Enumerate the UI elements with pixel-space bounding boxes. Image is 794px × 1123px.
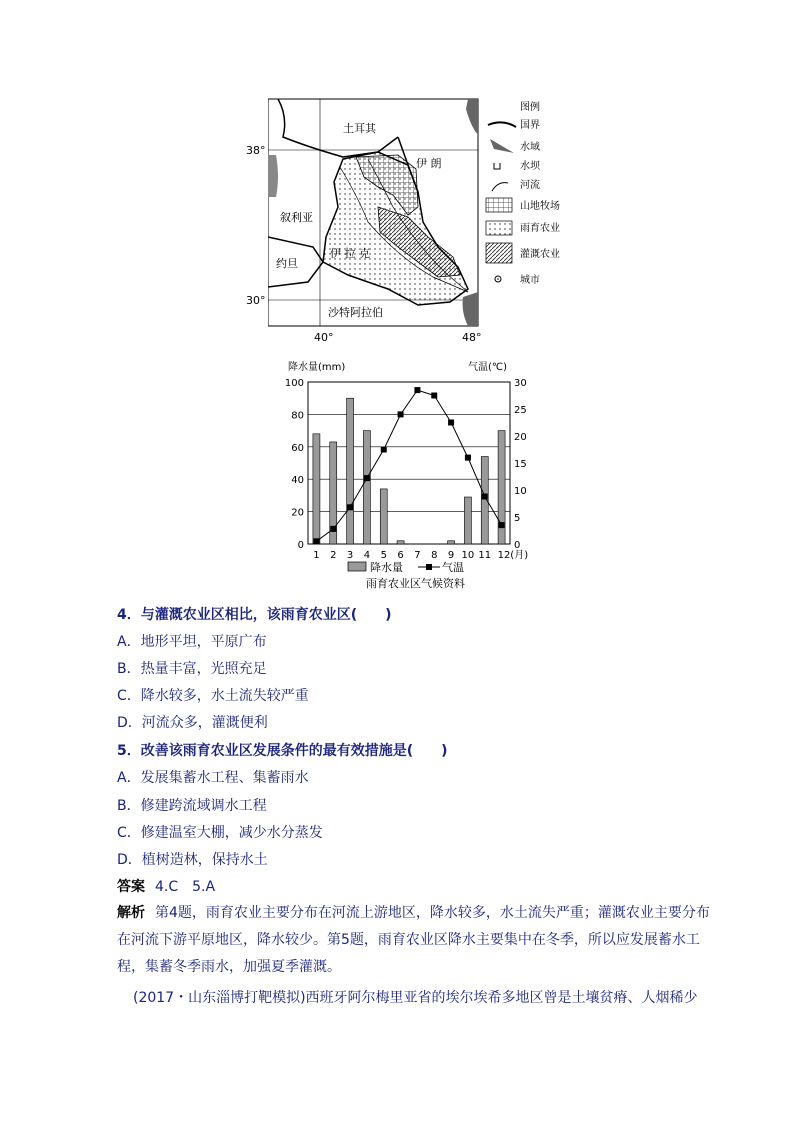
chart-x-ticks [313, 549, 528, 561]
legend-border-label: 国界 [520, 120, 540, 131]
right-tick-label: 15 [514, 459, 527, 470]
answer-value: 4.C 5.A [155, 879, 216, 895]
left-tick-label: 40 [291, 475, 304, 487]
map-lat-labels [244, 97, 268, 343]
temp-point [364, 475, 370, 481]
temp-point [313, 538, 319, 544]
q5-option-a[interactable]: A．发展集蓄水工程、集蓄雨水 [117, 770, 309, 786]
legend-dam-label: 水坝 [520, 161, 540, 172]
mountain-pasture-icon [486, 198, 512, 212]
label-iran: 伊 朗 [416, 157, 442, 170]
border-line-icon [488, 122, 516, 127]
irrigated-farming-icon [486, 243, 512, 263]
city-icon-dot [497, 278, 499, 280]
temp-point [398, 411, 404, 417]
right-tick-label: 5 [514, 513, 521, 524]
river-icon [492, 183, 508, 191]
legend-rainfed-label: 雨育农业 [520, 223, 560, 234]
precip-bar [347, 398, 354, 544]
q4-option-a[interactable]: A．地形平坦，平原广布 [117, 634, 267, 650]
x-tick-label: 7 [414, 550, 421, 561]
answer-label: 答案 [117, 879, 145, 895]
iraq-map [268, 97, 578, 343]
label-saudi: 沙特阿拉伯 [328, 306, 383, 319]
q4-option-b[interactable]: B．热量丰富，光照充足 [117, 661, 267, 677]
x-tick-label: 6 [397, 550, 404, 561]
label-iraq: 伊 拉 克 [330, 247, 370, 260]
x-tick-label: 12(月) [497, 550, 529, 561]
temp-point [414, 387, 420, 393]
right-tick-label: 0 [514, 540, 521, 551]
q5-option-d[interactable]: D．植树造林，保持水土 [117, 852, 268, 868]
right-tick-label: 10 [514, 486, 527, 497]
turkey-border [278, 99, 398, 157]
legend-dam [494, 159, 541, 172]
answer-line [117, 876, 215, 896]
label-syria: 叙利亚 [280, 211, 313, 224]
left-tick-label: 60 [291, 442, 304, 454]
caspian-sea [466, 99, 478, 135]
left-tick-label: 80 [291, 410, 304, 422]
water-area-icon [490, 139, 514, 153]
label-lon-40: 40° [314, 331, 334, 343]
legend-temp-label: 气温 [442, 561, 464, 574]
precip-bar [380, 489, 387, 544]
left-tick-label: 100 [284, 378, 304, 389]
q4-option-c[interactable]: C．降水较多，水土流失较严重 [117, 688, 309, 704]
x-tick-label: 5 [380, 550, 387, 561]
right-tick-label: 30 [514, 378, 527, 389]
chart-ylabel-right: 气温(℃) [468, 362, 508, 373]
explanation-text: 第4题，雨育农业主要分布在河流上游地区，降水较多，水土流失严重；灌溉农业主要分布在河流下游平原地区，降水较少。第5题，雨育农业区降水主要集中在冬季，所以应发展蓄水工程，集蓄冬季雨水，加强夏季灌溉。 [117, 905, 710, 975]
right-tick-label: 20 [514, 432, 527, 443]
temp-point [431, 393, 437, 399]
temp-point [465, 455, 471, 461]
dam-icon [494, 163, 500, 169]
q4-stem: 4．与灌溉农业区相比，该雨育农业区( ) [117, 607, 392, 623]
legend-water-label: 水域 [520, 142, 540, 153]
x-tick-label: 10 [461, 550, 475, 561]
legend-rainfed [486, 221, 560, 235]
temp-point [381, 447, 387, 453]
precip-bar [397, 541, 404, 544]
temp-point [347, 504, 353, 510]
x-tick-label: 2 [330, 550, 337, 561]
chart-right-ticks [514, 378, 527, 551]
left-tick-label: 0 [297, 540, 304, 551]
precip-bar [448, 541, 455, 544]
legend-river [492, 178, 540, 191]
q5-option-b[interactable]: B．修建跨流域调水工程 [117, 798, 267, 814]
legend-pasture-label: 山地牧场 [520, 201, 560, 212]
legend-title: 图例 [520, 102, 540, 113]
legend-precip-label: 降水量 [370, 561, 403, 574]
chart-line [313, 387, 504, 544]
explanation-label: 解析 [117, 905, 145, 921]
label-lon-48: 48° [462, 331, 482, 343]
x-tick-label: 3 [346, 550, 354, 561]
chart-title: 雨育农业区气候资料 [366, 577, 465, 590]
temp-line [316, 390, 501, 541]
label-lat-30: 30° [246, 294, 266, 307]
x-tick-label: 9 [447, 550, 455, 561]
x-tick-label: 1 [313, 550, 320, 561]
right-tick-label: 25 [514, 405, 527, 416]
legend-pasture [486, 198, 560, 212]
temp-point [499, 522, 505, 528]
chart-left-ticks [285, 378, 304, 551]
chart-ylabel-left: 降水量(mm) [288, 362, 346, 373]
legend-precip-swatch [348, 562, 366, 571]
legend-irrigated [486, 243, 560, 263]
climate-chart [278, 357, 548, 594]
legend-river-label: 河流 [520, 180, 540, 191]
explanation [117, 900, 717, 981]
q4-option-d[interactable]: D．河流众多，灌溉便利 [117, 715, 268, 731]
x-tick-label: 11 [478, 550, 492, 561]
precip-bar [363, 431, 370, 544]
label-turkey: 土耳其 [343, 122, 376, 135]
persian-gulf [463, 292, 478, 326]
legend-water [490, 139, 540, 153]
legend-irrigated-label: 灌溉农业 [520, 249, 560, 260]
chart-bars [313, 398, 505, 544]
legend-temp-marker [426, 564, 432, 570]
left-tick-label: 20 [291, 507, 304, 519]
temp-point [482, 493, 488, 499]
label-jordan: 约旦 [276, 257, 298, 270]
q5-stem: 5．改善该雨育农业区发展条件的最有效措施是( ) [117, 743, 448, 759]
mediterranean [268, 155, 278, 197]
x-tick-label: 4 [363, 550, 371, 561]
label-lat-38: 38° [246, 144, 266, 157]
plot-frame [308, 382, 510, 544]
precip-bar [464, 497, 471, 544]
legend-city-label: 城市 [520, 275, 540, 286]
x-tick-label: 8 [431, 550, 438, 561]
q5-option-c[interactable]: C．修建温室大棚，减少水分蒸发 [117, 825, 323, 841]
legend-city [495, 273, 540, 286]
chart-grid [308, 382, 510, 544]
precip-bar [313, 434, 320, 544]
legend-border [488, 119, 540, 131]
temp-point [330, 526, 336, 532]
temp-point [448, 420, 454, 426]
rainfed-farming-icon [486, 221, 512, 235]
next-question-intro: (2017・山东淄博打靶模拟)西班牙阿尔梅里亚省的埃尔埃希多地区曾是土壤贫瘠、人烟稀少 [133, 990, 698, 1006]
